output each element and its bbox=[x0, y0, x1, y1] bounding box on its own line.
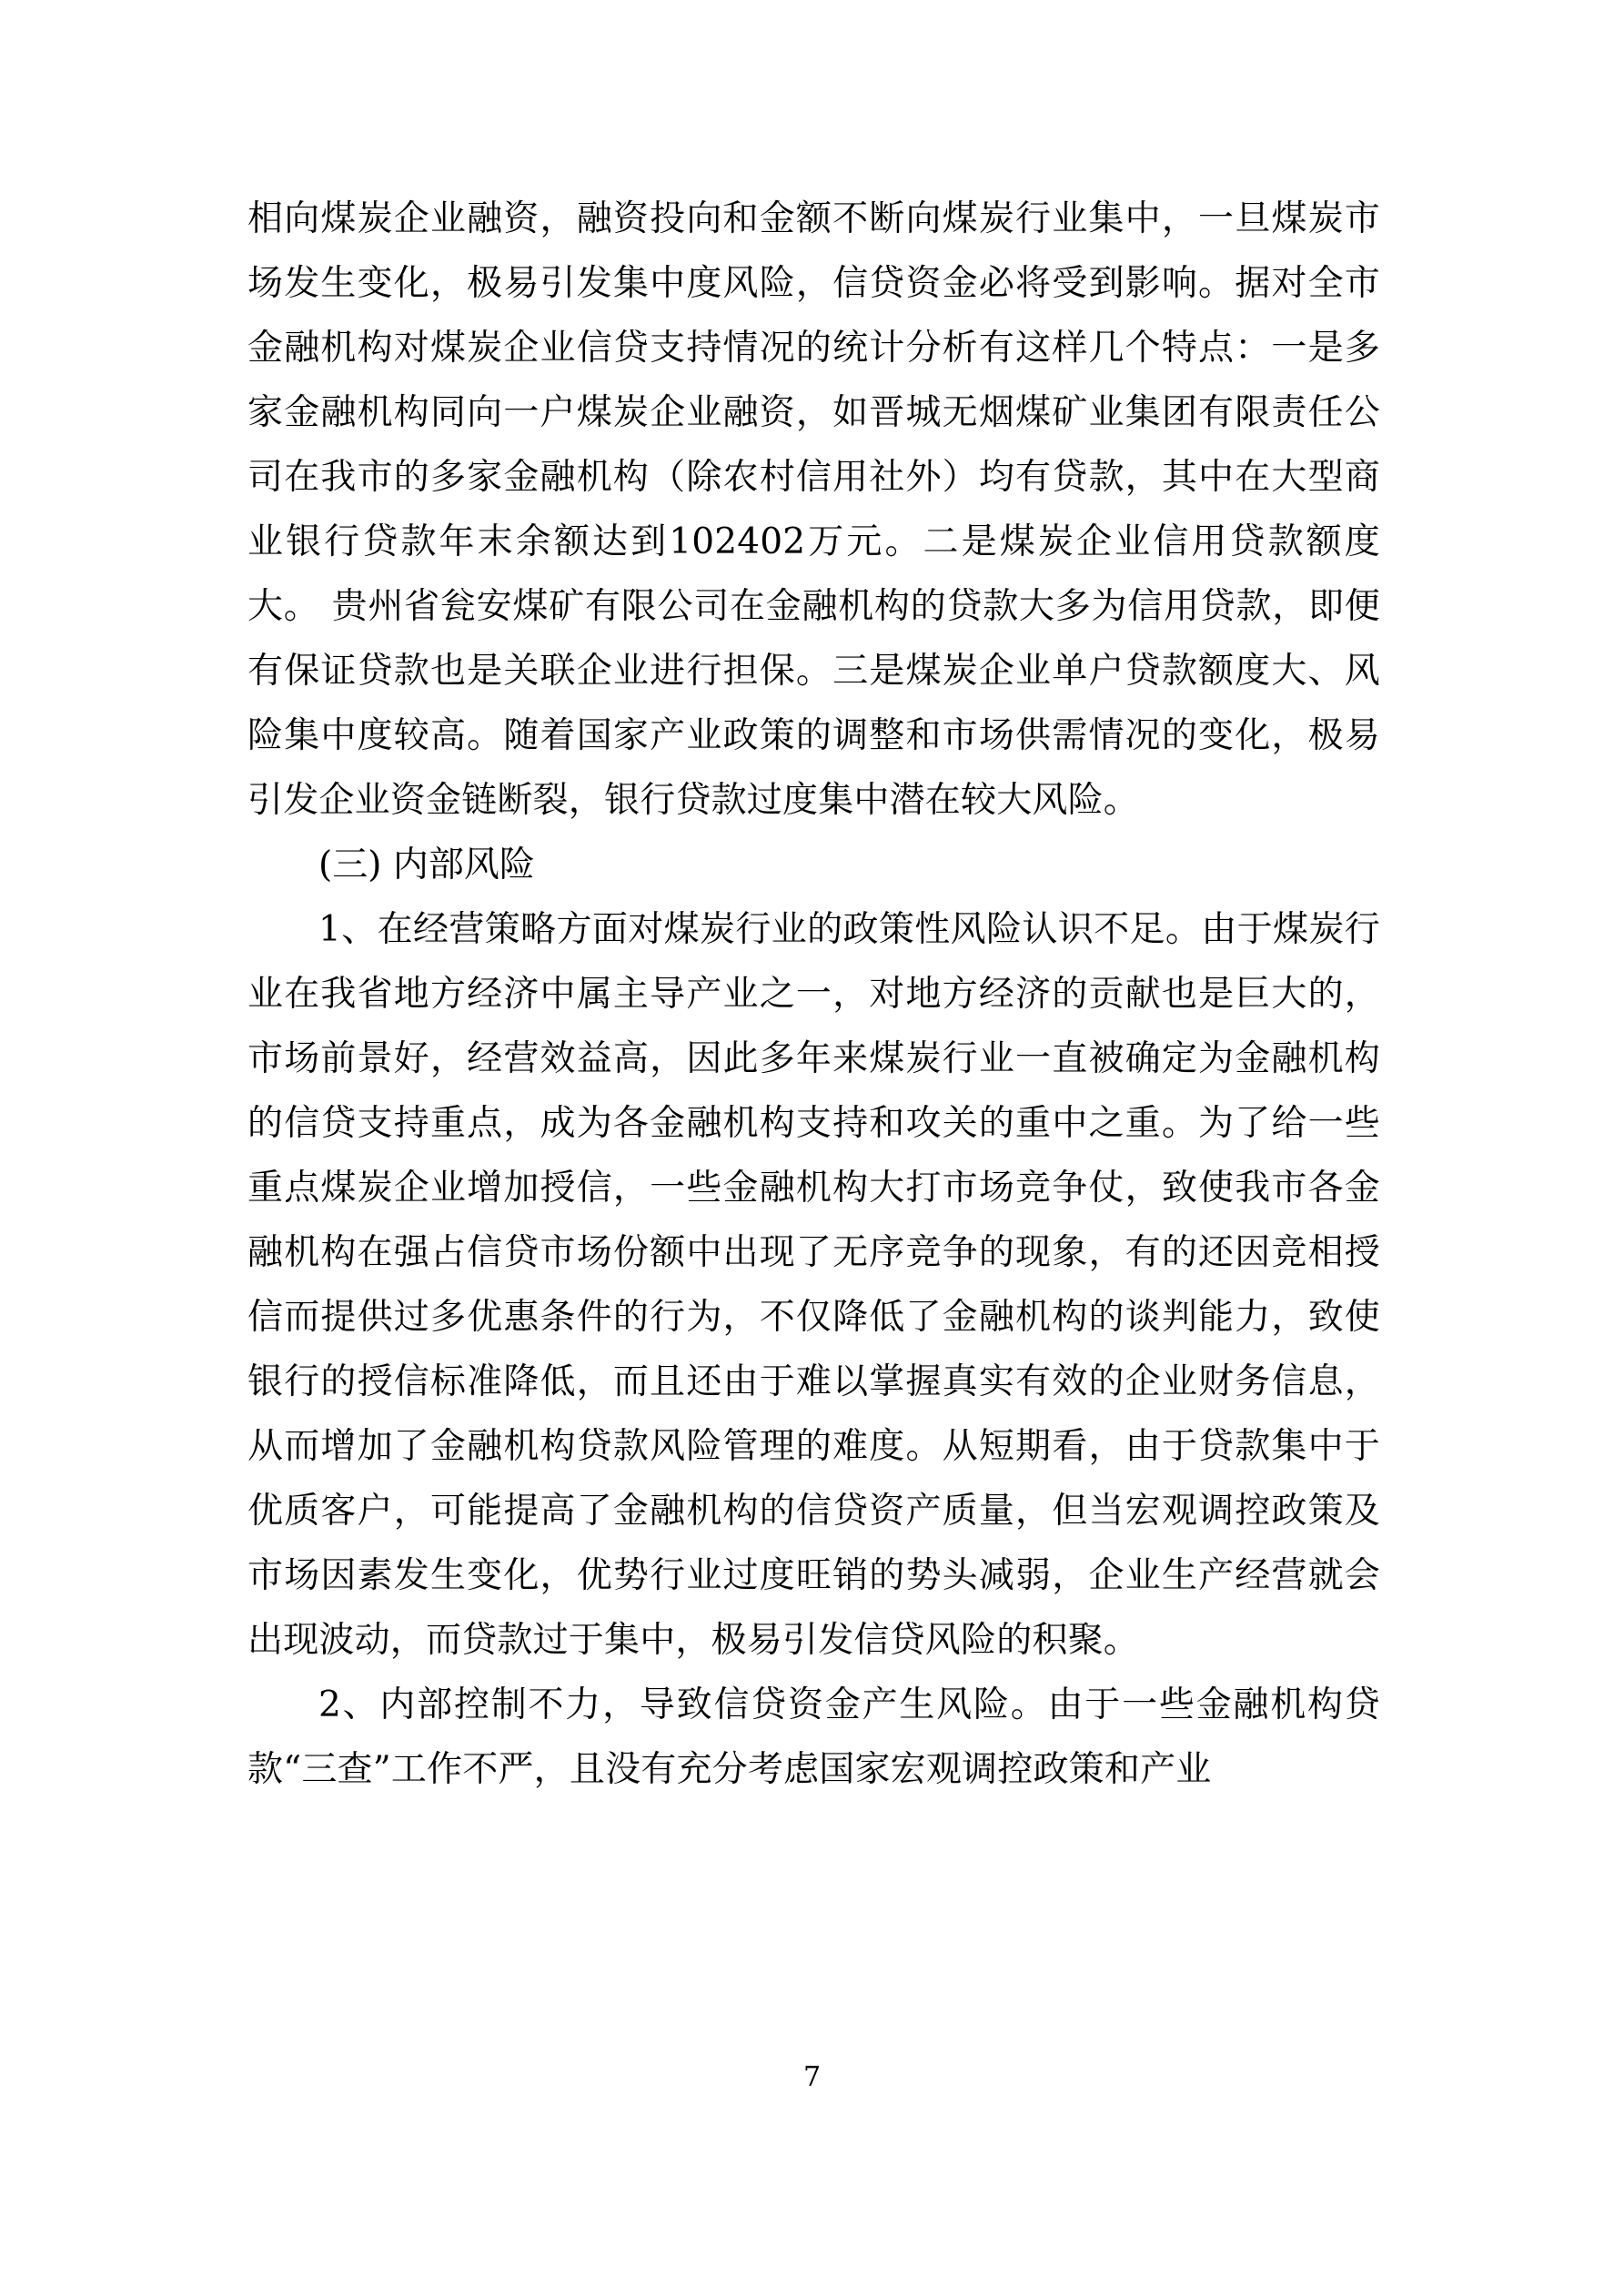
section-heading-internal-risk: (三) 内部风险 bbox=[318, 845, 535, 885]
paragraph-coal-financing-concentration: 相向煤炭企业融资，融资投向和金额不断向煤炭行业集中，一旦煤炭市场发生变化，极易引发集中度风险，信贷资金必将受到影响。据对全市金融机构对煤炭企业信贷支持情况的统计分析有这样几个特点：一是多家金融机构同向一户煤炭企业融资，如晋城无烟煤矿业集团有限责任公司在我市的多家金融机构（除农村信用社外）均有贷款，其中在大型商业银行贷款年末余额达到102402万元。二是煤炭企业信用贷款额度大。 贵州省瓮安煤矿有限公司在金融机构的贷款大多为信用贷款，即便有保证贷款也是关联企业进行担保。三是煤炭企业单户贷款额度大、风险集中度较高。随着国家产业政策的调整和市场供需情况的变化，极易引发企业资金链断裂，银行贷款过度集中潜在较大风险。 bbox=[247, 198, 1380, 821]
paragraph-policy-risk-awareness: 1、在经营策略方面对煤炭行业的政策性风险认识不足。由于煤炭行业在我省地方经济中属主导产业之一，对地方经济的贡献也是巨大的，市场前景好，经营效益高，因此多年来煤炭行业一直被确定为金融机构的信贷支持重点，成为各金融机构支持和攻关的重中之重。为了给一些重点煤炭企业增加授信，一些金融机构大打市场竞争仗，致使我市各金融机构在强占信贷市场份额中出现了无序竞争的现象，有的还因竞相授信而提供过多优惠条件的行为，不仅降低了金融机构的谈判能力，致使银行的授信标准降低，而且还由于难以掌握真实有效的企业财务信息，从而增加了金融机构贷款风险管理的难度。从短期看，由于贷款集中于优质客户，可能提高了金融机构的信贷资产质量，但当宏观调控政策及市场因素发生变化，优势行业过度旺销的势头减弱，企业生产经营就会出现波动，而贷款过于集中，极易引发信贷风险的积聚。 bbox=[247, 909, 1380, 1661]
paragraph-internal-control: 2、内部控制不力，导致信贷资金产生风险。由于一些金融机构贷款“三查”工作不严，且没有充分考虑国家宏观调控政策和产业 bbox=[247, 1684, 1380, 1790]
page-body bbox=[247, 187, 1380, 1802]
page-number: 7 bbox=[802, 2061, 822, 2093]
